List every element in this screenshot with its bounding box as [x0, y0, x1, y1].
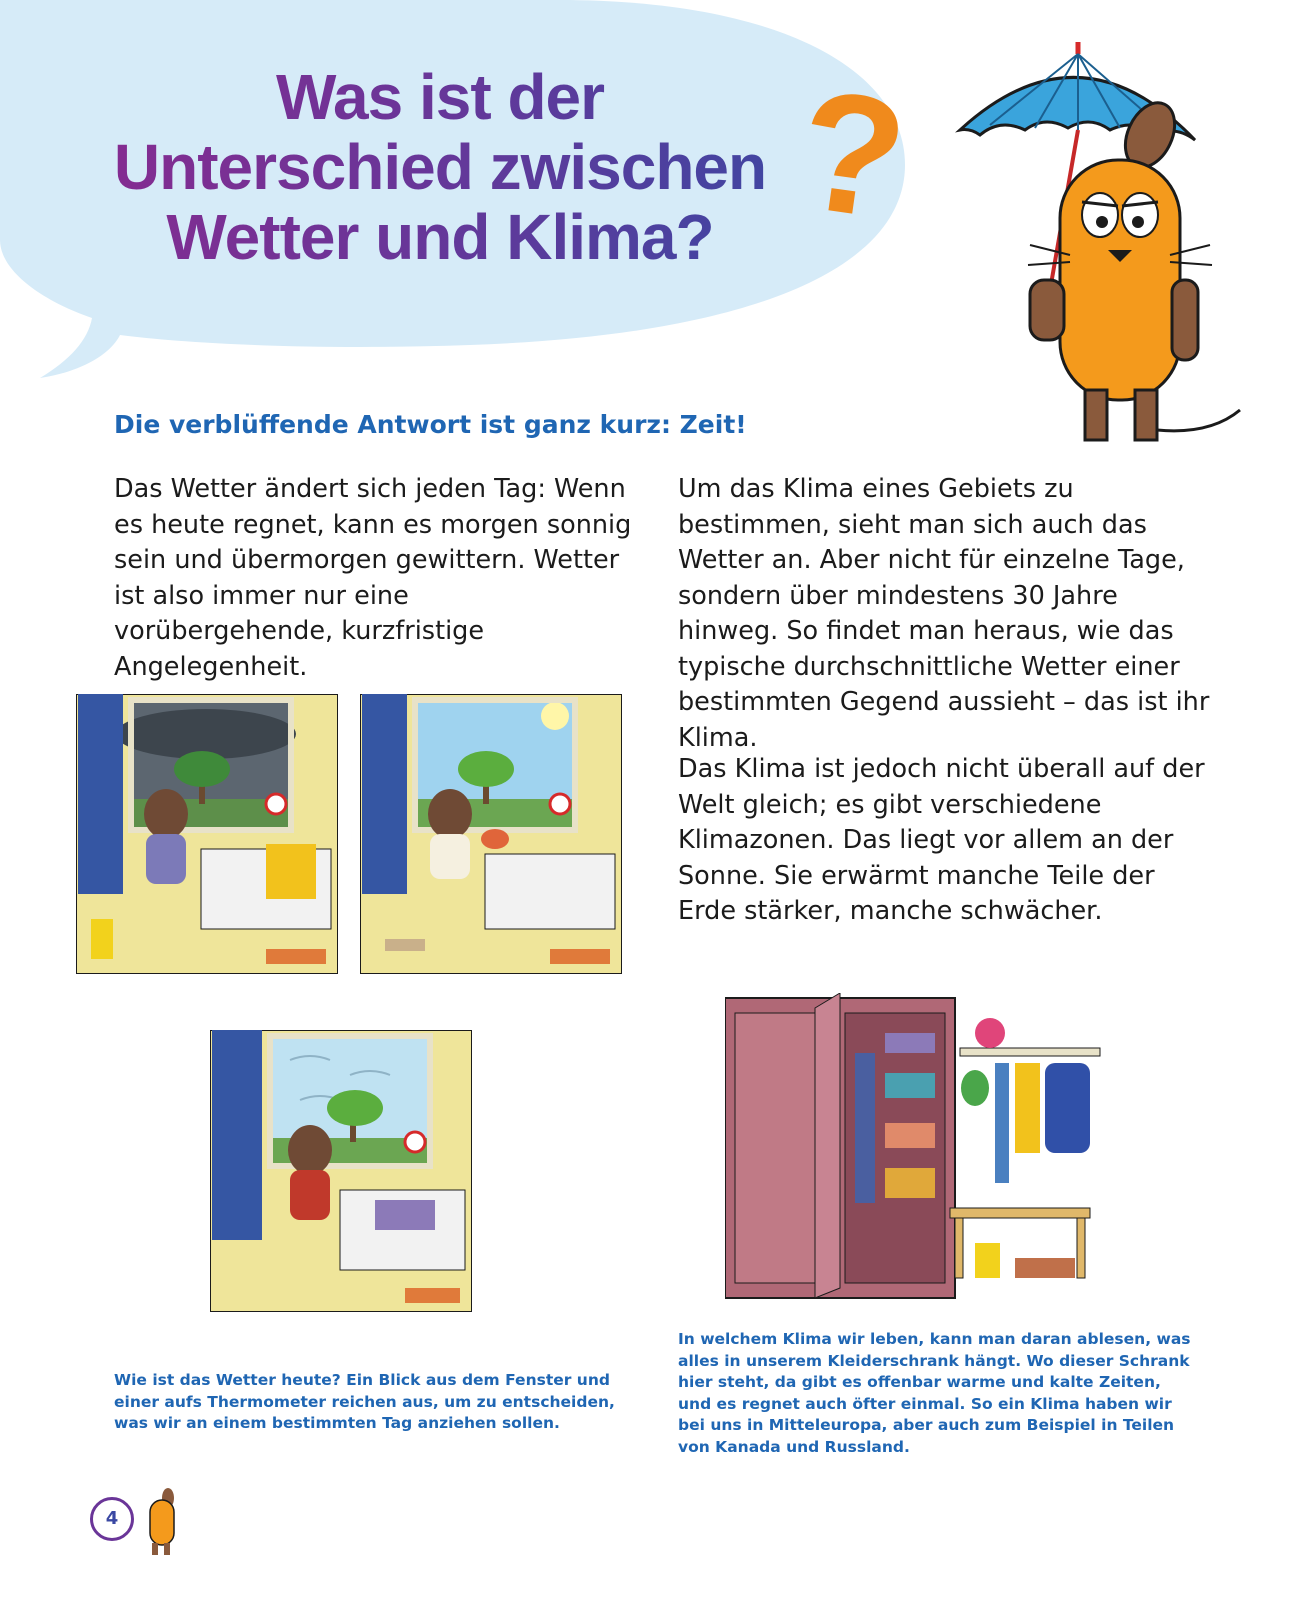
paragraph-climate-zones: Das Klima ist jedoch nicht überall auf der Welt gleich; es gibt verschiedene Klimazonen. Das liegt vor allem an der Sonne. Sie erwärmt manche Teile der Erde stärker, manche schwächer. — [678, 754, 1205, 926]
lead-subtitle: Die verblüffende Antwort ist ganz kurz: Zeit! — [114, 410, 747, 439]
title-line-2: Unterschied zwischen — [113, 131, 767, 203]
wardrobe-illustration — [725, 993, 1125, 1313]
paragraph-weather: Das Wetter ändert sich jeden Tag: Wenn es heute regnet, kann es morgen sonnig sein und übermorgen gewittern. Wetter ist also immer nur eine vorübergehende, kurzfristige Angelegenheit. — [114, 474, 632, 682]
page-number: 4 — [90, 1497, 134, 1541]
title-line-3: Wetter und Klima? — [166, 201, 714, 273]
caption-climate: In welchem Klima wir leben, kann man daran ablesen, was alles in unserem Kleiderschrank hängt. Wo dieser Schrank hier steht, da gibt es offenbar warme und kalte Zeiten, und es regnet auch öfter einmal. So ein Klima haben wir bei uns in Mitteleuropa, aber auch zum Beispiel in Teilen von Kanada und Russland. — [678, 1330, 1191, 1456]
mouse-umbrella-illustration — [950, 40, 1250, 460]
paragraph-climate: Um das Klima eines Gebiets zu bestimmen, sieht man sich auch das Wetter an. Aber nicht für einzelne Tage, sondern über mindestens 30 Jahre hinweg. So findet man heraus, wie das typische durchschnittliche Wetter einer bestimmten Gegend aussieht – das ist ihr Klima. — [678, 474, 1210, 753]
mouse-icon — [140, 1488, 180, 1558]
windy-day-illustration — [210, 1030, 472, 1312]
title-line-1: Was ist der — [275, 61, 605, 133]
page-title — [60, 62, 820, 272]
sunny-day-illustration — [360, 694, 622, 974]
caption-weather: Wie ist das Wetter heute? Ein Blick aus dem Fenster und einer aufs Thermometer reichen aus, um zu entscheiden, was wir an einem bestimmten Tag anziehen sollen. — [114, 1371, 615, 1432]
rainy-day-illustration — [76, 694, 338, 974]
question-mark-icon: ? — [787, 53, 917, 257]
